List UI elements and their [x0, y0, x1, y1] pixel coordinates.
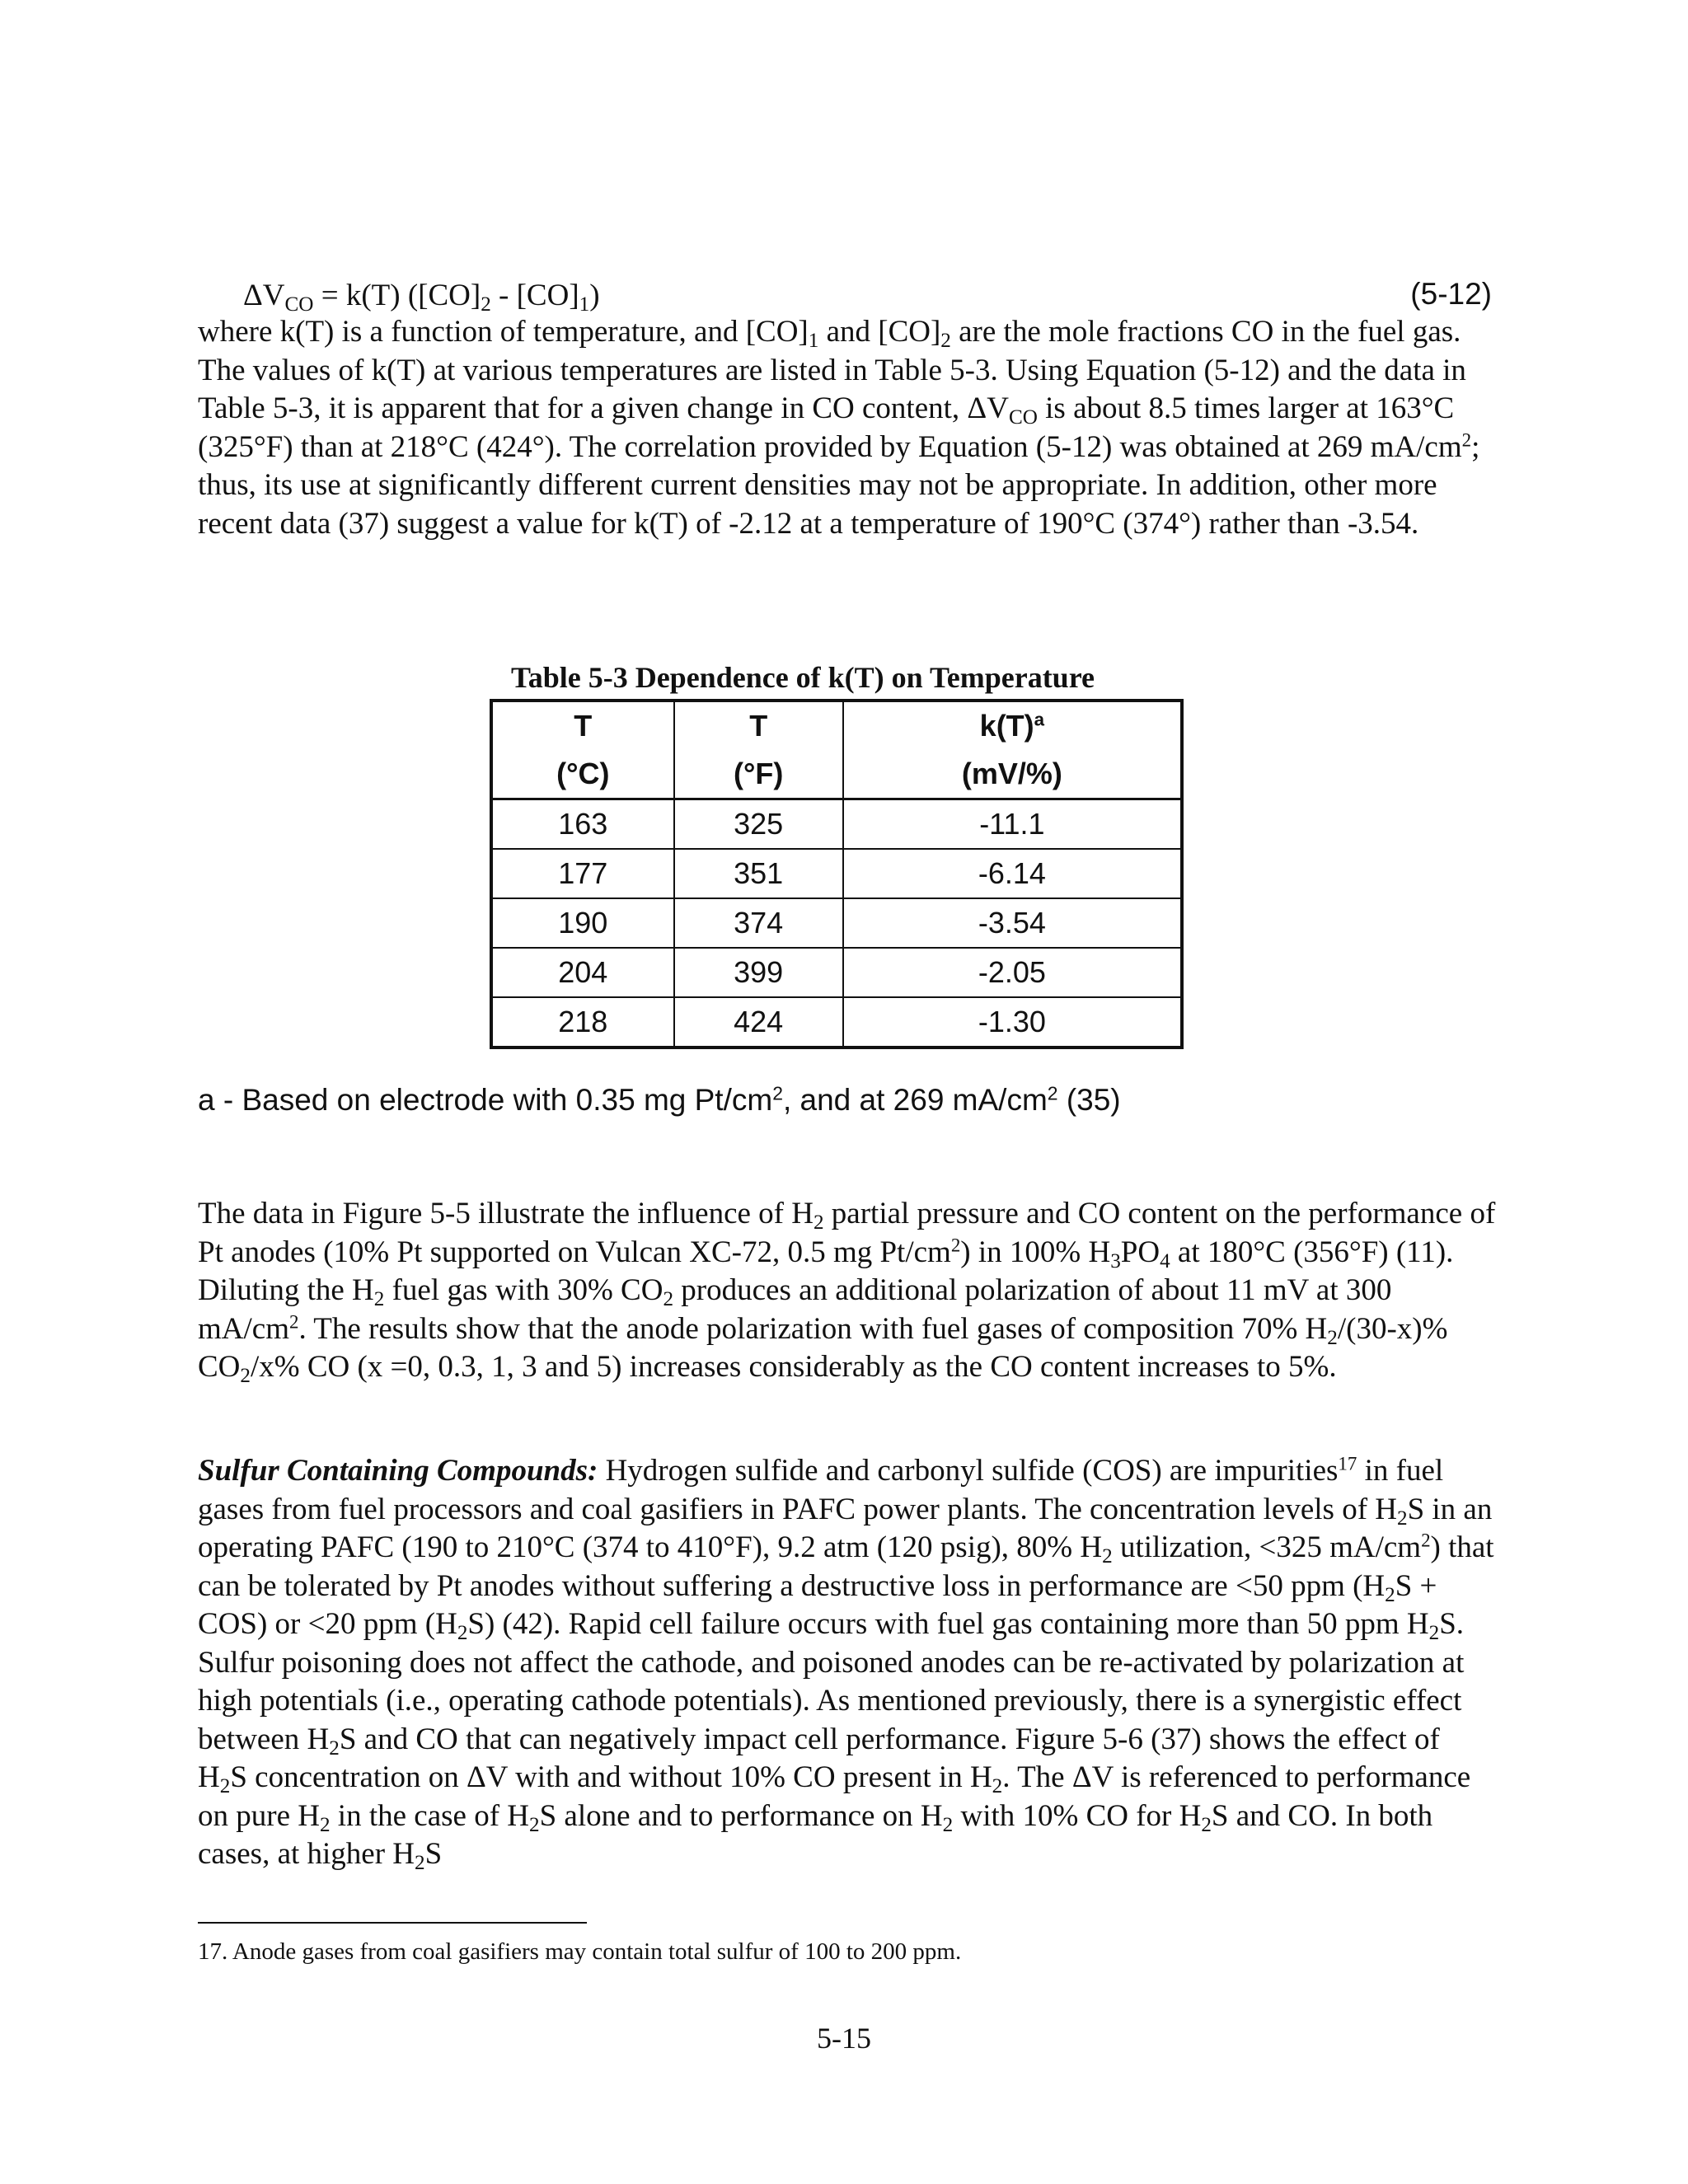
- table-footnote: a - Based on electrode with 0.35 mg $Pt/cm^2$, and at 269 $mA/cm^2$ (35): [198, 1082, 1121, 1117]
- table-cell: 177: [491, 849, 674, 898]
- table-cell: 424: [674, 997, 843, 1047]
- footnote-17: 17. Anode gases from coal gasifiers may contain total sulfur of 100 to 200 ppm.: [198, 1938, 962, 1965]
- table-row: [491, 997, 1182, 1047]
- table-cell: 399: [674, 948, 843, 997]
- table-cell: 163: [491, 799, 674, 850]
- footnote-separator: [198, 1922, 587, 1924]
- table-cell: 204: [491, 948, 674, 997]
- paragraph-sulfur-compounds: Sulfur Containing Compounds: Hydrogen sulfide and carbonyl sulfide (COS) are impurities$^{17}$ in fuel gases from fuel processors and coal gasifiers in PAFC power plants. The concentration levels of $H_2S$ in an operating PAFC (190 to 210°C (374 to 410°F), 9.2 atm (120 psig), 80% $H_2$ utilization, <325 $mA/cm^2$) that can be tolerated by Pt anodes without suffering a destructive loss in performance are <50 ppm $(H_2S + COS)$ or <20 ppm $(H_2S)$ (42). Rapid cell failure occurs with fuel gas containing more than 50 ppm $H_2S$. Sulfur poisoning does not affect the cathode, and poisoned anodes can be re-activated by polarization at high potentials (i.e., operating cathode potentials). As mentioned previously, there is a synergistic effect between $H_2S$ and CO that can negatively impact cell performance. Figure 5-6 (37) shows the effect of $H_2S$ concentration on ΔV with and without 10% CO present in $H_2$. The ΔV is referenced to performance on pure $H_2$ in the case of $H_2S$ alone and to performance on $H_2$ with 10% CO for $H_2S$ and CO. In both cases, at higher $H_2S$: [198, 1453, 1494, 1875]
- header-cell: T: [674, 701, 843, 750]
- paragraph-k-of-t: where k(T) is a function of temperature, and $[CO]_1$ and $[CO]_2$ are the mole fractions CO in the fuel gas. The values of k(T) at various temperatures are listed in Table 5-3. Using Equation (5-12) and the data in Table 5-3, it is apparent that for a given change in CO content, $\Delta V_{CO}$ is about 8.5 times larger at 163°C (325°F) than at 218°C (424°). The correlation provided by Equation (5-12) was obtained at 269 $mA/cm^2$; thus, its use at significantly different current densities may not be appropriate. In addition, other more recent data (37) suggest a value for k(T) of -2.12 at a temperature of 190°C (374°) rather than -3.54.: [198, 315, 1480, 541]
- equation-expression: $\Delta V_{CO} = k(T)$ $([CO]_2 - [CO]_1)$: [243, 279, 600, 316]
- k-of-t-table: [490, 699, 1184, 1049]
- equation-5-12: [243, 276, 1492, 316]
- units-cell: (mV/%): [843, 750, 1182, 799]
- table-caption: Table 5-3 Dependence of k(T) on Temperature: [511, 661, 1095, 694]
- table-cell: 218: [491, 997, 674, 1047]
- header-cell: $k(T)^a$: [843, 701, 1182, 750]
- section-heading: Sulfur Containing Compounds:: [198, 1454, 598, 1488]
- table-cell: 325: [674, 799, 843, 850]
- table-row: [491, 898, 1182, 948]
- paragraph-figure-5-5: The data in Figure 5-5 illustrate the influence of $H_2$ partial pressure and CO content on the performance of Pt anodes (10% Pt supported on Vulcan XC-72, 0.5 mg $Pt/cm^2$) in 100% $H_3PO_4$ at 180°C (356°F) (11). Diluting the $H_2$ fuel gas with 30% $CO_2$ produces an additional polarization of about 11 mV at 300 $mA/cm^2$. The results show that the anode polarization with fuel gases of composition 70% $H_2/(30-x)\%$ $CO_2/x\%$ CO (x =0, 0.3, 1, 3 and 5) increases considerably as the CO content increases to 5%.: [198, 1197, 1496, 1388]
- footnote-reference: 17: [1338, 1453, 1357, 1474]
- table-row: [491, 799, 1182, 850]
- table-cell: 374: [674, 898, 843, 948]
- units-cell: (°C): [491, 750, 674, 799]
- table-header-row: [491, 701, 1182, 750]
- units-cell: (°F): [674, 750, 843, 799]
- table-cell: -6.14: [843, 849, 1182, 898]
- table-cell: -2.05: [843, 948, 1182, 997]
- table-cell: 190: [491, 898, 674, 948]
- table-row: [491, 849, 1182, 898]
- header-cell: T: [491, 701, 674, 750]
- table-cell: -3.54: [843, 898, 1182, 948]
- page-number: 5-15: [817, 2022, 871, 2055]
- table-units-row: [491, 750, 1182, 799]
- equation-number: (5-12): [1410, 277, 1492, 311]
- table-cell: -11.1: [843, 799, 1182, 850]
- table-cell: -1.30: [843, 997, 1182, 1047]
- table-row: [491, 948, 1182, 997]
- table-cell: 351: [674, 849, 843, 898]
